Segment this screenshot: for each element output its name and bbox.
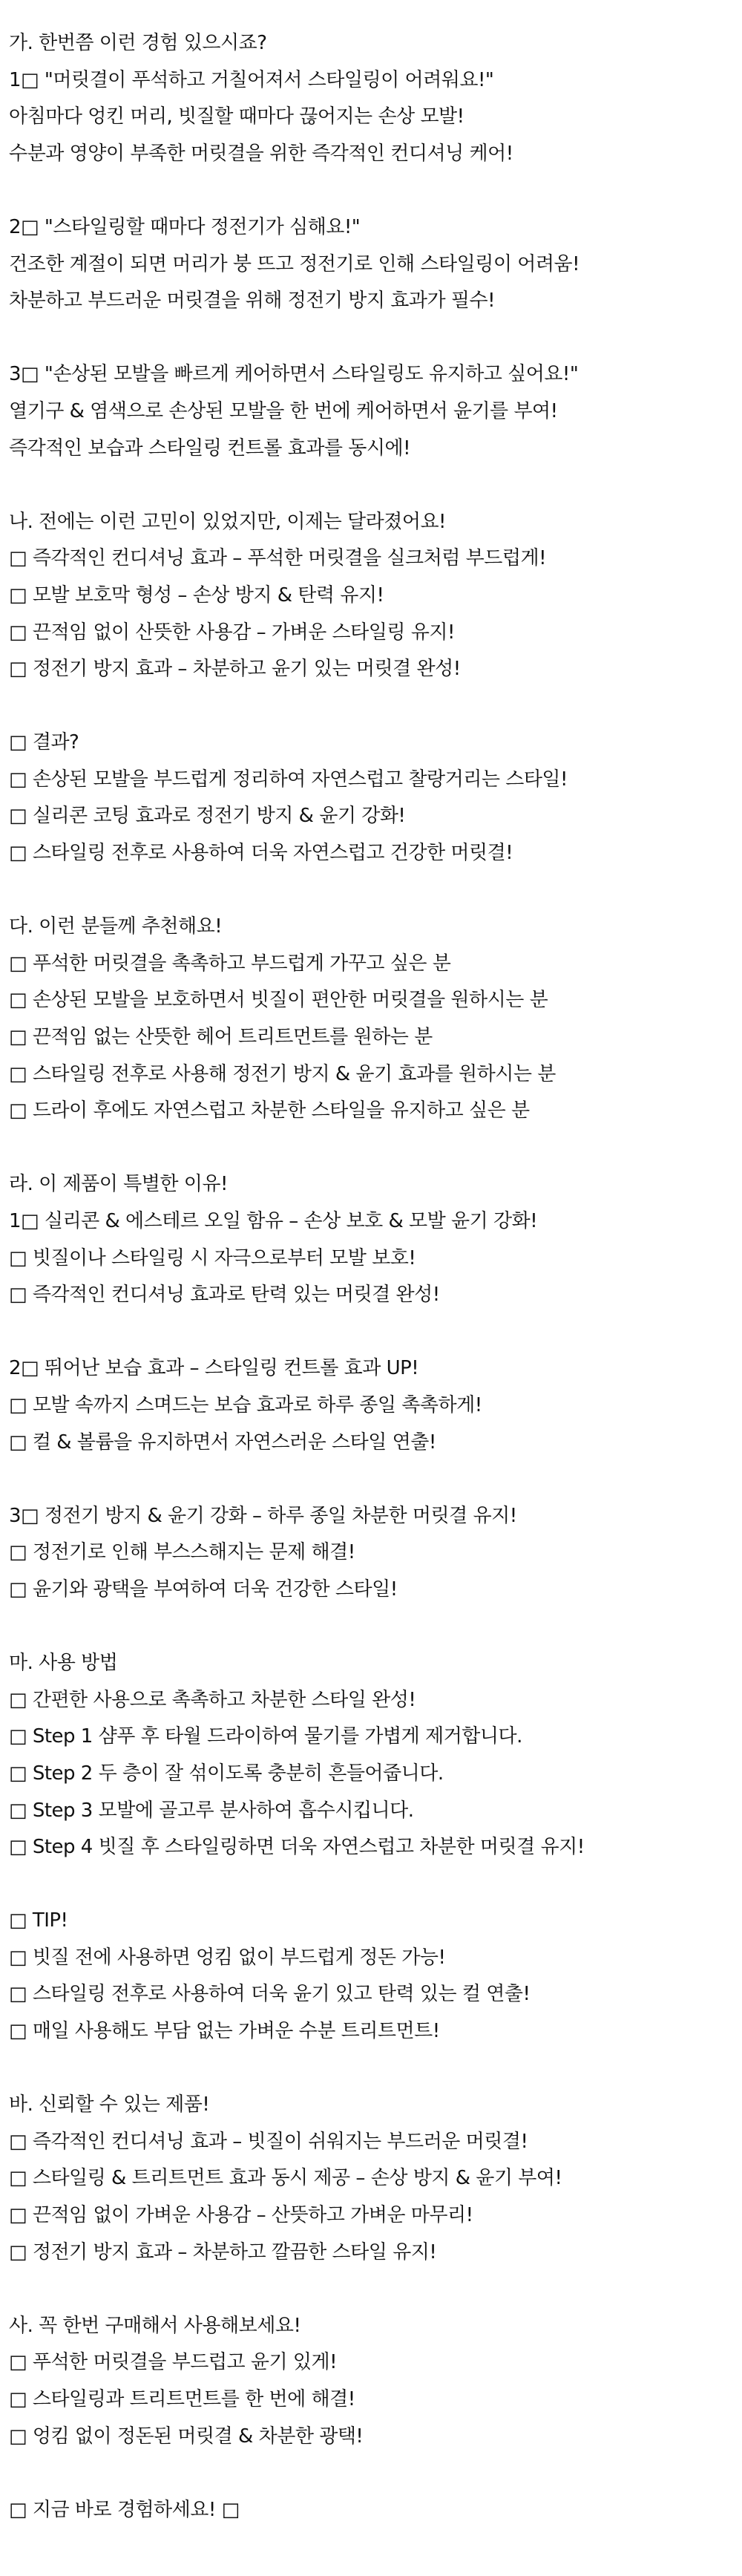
text-line: □ 실리콘 코팅 효과로 정전기 방지 & 윤기 강화! <box>9 805 406 828</box>
text-line: □ 지금 바로 경험하세요! □ <box>9 2498 240 2521</box>
blank-line <box>9 872 733 909</box>
text-line: 마. 사용 방법 <box>9 1652 118 1675</box>
text-line: 열기구 & 염색으로 손상된 모발을 한 번에 케어하면서 윤기를 부여! <box>9 399 558 422</box>
text-line: □ Step 1 샴푸 후 타월 드라이하여 물기를 가볍게 제거합니다. <box>9 1725 522 1748</box>
text-line: □ 손상된 모발을 보호하면서 빗질이 편안한 머릿결을 원하시는 분 <box>9 989 548 1012</box>
text-line: □ 매일 사용해도 부담 없는 가벼운 수분 트리트먼트! <box>9 2020 440 2043</box>
text-line: □ 정전기 방지 효과 – 차분하고 윤기 있는 머릿결 완성! <box>9 658 461 681</box>
text-line: 2□ "스타일링할 때마다 정전기가 심해요!" <box>9 215 361 238</box>
text-line: □ 스타일링 & 트리트먼트 효과 동시 제공 – 손상 방지 & 윤기 부여! <box>9 2167 562 2190</box>
text-line: 수분과 영양이 부족한 머릿결을 위한 즉각적인 컨디셔닝 케어! <box>9 142 513 165</box>
text-line: 3□ "손상된 모발을 빠르게 케어하면서 스타일링도 유지하고 싶어요!" <box>9 363 579 386</box>
text-line: 사. 꼭 한번 구매해서 사용해보세요! <box>9 2314 301 2337</box>
text-line: □ 끈적임 없이 산뜻한 사용감 – 가벼운 스타일링 유지! <box>9 621 455 644</box>
text-line: 라. 이 제품이 특별한 이유! <box>9 1173 228 1196</box>
text-line: □ TIP! <box>9 1909 68 1932</box>
text-line: □ 윤기와 광택을 부여하여 더욱 건강한 스타일! <box>9 1578 398 1601</box>
text-line: □ 빗질이나 스타일링 시 자극으로부터 모발 보호! <box>9 1246 416 1269</box>
text-line: □ 즉각적인 컨디셔닝 효과로 탄력 있는 머릿결 완성! <box>9 1284 440 1307</box>
text-line: □ 모발 보호막 형성 – 손상 방지 & 탄력 유지! <box>9 583 384 607</box>
blank-line <box>9 1461 733 1498</box>
text-line: 다. 이런 분들께 추천해요! <box>9 915 223 938</box>
text-line: 2□ 뛰어난 보습 효과 – 스타일링 컨트롤 효과 UP! <box>9 1357 419 1380</box>
blank-line <box>9 172 733 209</box>
text-line: □ Step 3 모발에 골고루 분사하여 흡수시킵니다. <box>9 1799 414 1822</box>
text-line: 3□ 정전기 방지 & 윤기 강화 – 하루 종일 차분한 머릿결 유지! <box>9 1504 517 1527</box>
text-line: □ 즉각적인 컨디셔닝 효과 – 푸석한 머릿결을 실크처럼 부드럽게! <box>9 547 547 570</box>
text-line: □ 드라이 후에도 자연스럽고 차분한 스타일을 유지하고 싶은 분 <box>9 1099 530 1122</box>
text-line: 즉각적인 보습과 스타일링 컨트롤 효과를 동시에! <box>9 437 411 460</box>
text-line: □ 푸석한 머릿결을 부드럽고 윤기 있게! <box>9 2351 338 2374</box>
text-line: □ 끈적임 없는 산뜻한 헤어 트리트먼트를 원하는 분 <box>9 1026 433 1049</box>
blank-line <box>9 1609 733 1646</box>
blank-line <box>9 2271 733 2308</box>
text-line: □ 정전기 방지 효과 – 차분하고 깔끔한 스타일 유지! <box>9 2240 437 2263</box>
text-line: □ 모발 속까지 스며드는 보습 효과로 하루 종일 촉촉하게! <box>9 1393 482 1416</box>
blank-line <box>9 320 733 357</box>
text-line: 나. 전에는 이런 고민이 있었지만, 이제는 달라졌어요! <box>9 510 446 533</box>
text-line: □ 스타일링과 트리트먼트를 한 번에 해결! <box>9 2388 355 2410</box>
text-line: □ 끈적임 없이 가벼운 사용감 – 산뜻하고 가벼운 마무리! <box>9 2204 473 2227</box>
blank-line <box>9 467 733 504</box>
text-line: □ Step 4 빗질 후 스타일링하면 더욱 자연스럽고 차분한 머릿결 유지! <box>9 1836 585 1859</box>
blank-line <box>9 1314 733 1351</box>
text-line: □ 스타일링 전후로 사용하여 더욱 자연스럽고 건강한 머릿결! <box>9 842 513 865</box>
blank-line <box>9 1130 733 1167</box>
text-line: 가. 한번쯤 이런 경험 있으시죠? <box>9 32 267 54</box>
text-line: □ 컬 & 볼륨을 유지하면서 자연스러운 스타일 연출! <box>9 1431 436 1454</box>
text-line: □ 정전기로 인해 부스스해지는 문제 해결! <box>9 1541 355 1564</box>
blank-line <box>9 1866 733 1903</box>
text-line: 아침마다 엉킨 머리, 빗질할 때마다 끊어지는 손상 모발! <box>9 105 464 128</box>
blank-line <box>9 2455 733 2492</box>
text-line: 1□ 실리콘 & 에스테르 오일 함유 – 손상 보호 & 모발 윤기 강화! <box>9 1210 538 1232</box>
text-line: □ 푸석한 머릿결을 촉촉하고 부드럽게 가꾸고 싶은 분 <box>9 952 451 975</box>
text-line: □ 스타일링 전후로 사용하여 더욱 윤기 있고 탄력 있는 컬 연출! <box>9 1983 531 2006</box>
text-line: 차분하고 부드러운 머릿결을 위해 정전기 방지 효과가 필수! <box>9 290 496 313</box>
text-line: □ 스타일링 전후로 사용해 정전기 방지 & 윤기 효과를 원하시는 분 <box>9 1062 556 1085</box>
text-line: 건조한 계절이 되면 머리가 붕 뜨고 정전기로 인해 스타일링이 어려움! <box>9 252 580 275</box>
text-line: □ Step 2 두 층이 잘 섞이도록 충분히 흔들어줍니다. <box>9 1762 444 1785</box>
text-line: □ 손상된 모발을 부드럽게 정리하여 자연스럽고 찰랑거리는 스타일! <box>9 768 568 791</box>
text-line: 바. 신뢰할 수 있는 제품! <box>9 2093 210 2116</box>
text-line: □ 빗질 전에 사용하면 엉킴 없이 부드럽게 정돈 가능! <box>9 1946 446 1969</box>
text-line: □ 결과? <box>9 731 79 754</box>
text-line: □ 엉킴 없이 정돈된 머릿결 & 차분한 광택! <box>9 2425 364 2448</box>
blank-line <box>9 2050 733 2088</box>
text-line: 1□ "머릿결이 푸석하고 거칠어져서 스타일링이 어려워요!" <box>9 68 494 91</box>
text-line: □ 즉각적인 컨디셔닝 효과 – 빗질이 쉬워지는 부드러운 머릿결! <box>9 2130 528 2153</box>
blank-line <box>9 688 733 725</box>
text-line: □ 간편한 사용으로 촉촉하고 차분한 스타일 완성! <box>9 1688 416 1711</box>
